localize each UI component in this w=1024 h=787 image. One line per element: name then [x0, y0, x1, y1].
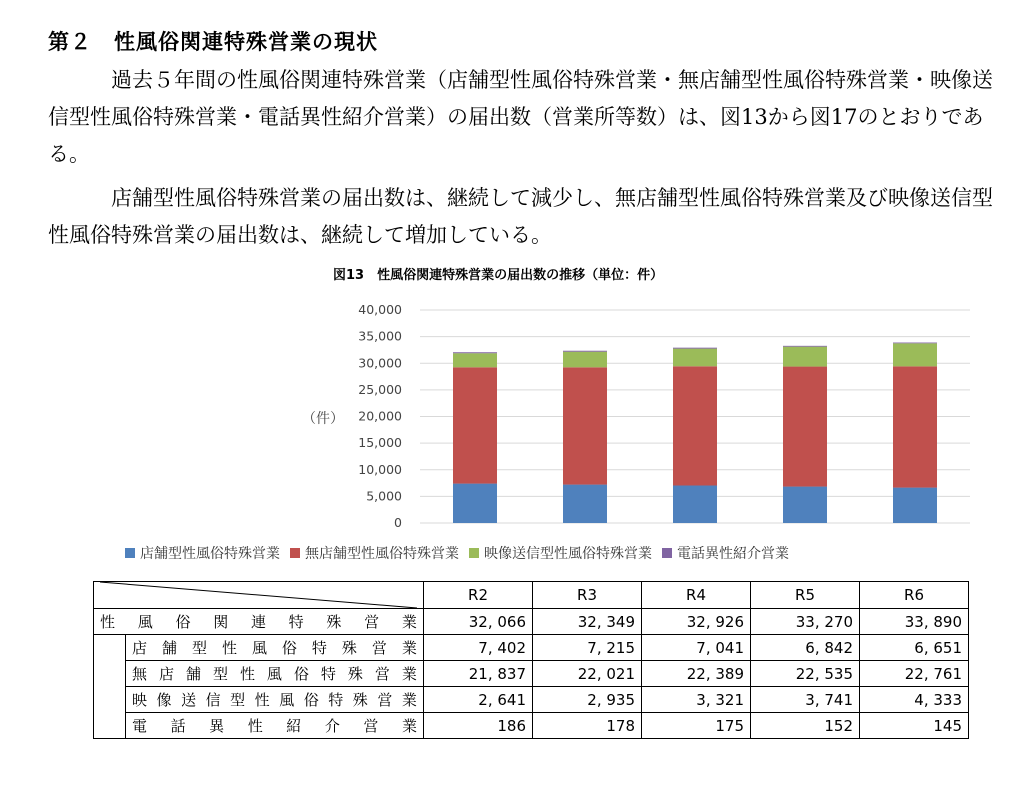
- y-tick-label: 0: [394, 515, 402, 530]
- table-cell: 178: [533, 713, 642, 739]
- table-cell: 7, 402: [424, 635, 533, 661]
- table-cell: 145: [860, 713, 969, 739]
- table-corner-cell: [94, 582, 424, 609]
- table-cell: 6, 651: [860, 635, 969, 661]
- bar-segment: [563, 485, 607, 523]
- table-cell: 32, 349: [533, 609, 642, 635]
- y-tick-label: 15,000: [358, 435, 402, 451]
- row-indent: [94, 635, 126, 661]
- bar-segment: [453, 367, 497, 483]
- bar-segment: [673, 348, 717, 349]
- bar-segment: [783, 487, 827, 523]
- legend-swatch: [662, 548, 672, 558]
- legend-swatch: [469, 548, 479, 558]
- y-tick-label: 40,000: [358, 302, 402, 317]
- table-header-row: [94, 582, 969, 609]
- table-cell: 4, 333: [860, 687, 969, 713]
- paragraph-1: 過去５年間の性風俗関連特殊営業（店舗型性風俗特殊営業・無店舗型性風俗特殊営業・映像送信型性風俗特殊営業・電話異性紹介営業）の届出数（営業所等数）は、図13から図17のとおりである。: [48, 68, 993, 166]
- stacked-bar-chart: [280, 290, 980, 535]
- row-indent: [94, 661, 126, 687]
- column-header: R2: [424, 582, 533, 609]
- table-cell: 22, 021: [533, 661, 642, 687]
- legend-item: [125, 543, 280, 563]
- y-tick-label: 25,000: [358, 381, 402, 397]
- row-label: 性 風 俗 関 連 特 殊 営 業: [94, 609, 424, 635]
- y-tick-label: 30,000: [358, 355, 402, 371]
- table-row: [94, 635, 969, 661]
- legend-label: 無店舗型性風俗特殊営業: [305, 546, 459, 562]
- table-cell: 152: [751, 713, 860, 739]
- table-cell: 22, 389: [642, 661, 751, 687]
- bar-segment: [453, 353, 497, 367]
- y-tick-label: 10,000: [358, 461, 402, 477]
- row-label: 店 舗 型 性 風 俗 特 殊 営 業: [126, 635, 424, 661]
- table-cell: 33, 270: [751, 609, 860, 635]
- table-cell: 6, 842: [751, 635, 860, 661]
- legend-label: 電話異性紹介営業: [677, 546, 789, 562]
- bar-segment: [783, 347, 827, 367]
- column-header: R4: [642, 582, 751, 609]
- table-cell: 2, 641: [424, 687, 533, 713]
- bar-segment: [893, 366, 937, 487]
- table-row: [94, 609, 969, 635]
- row-indent: [94, 687, 126, 713]
- figure-title: 図13 性風俗関連特殊営業の届出数の推移（単位：件）: [333, 268, 664, 283]
- bar-segment: [453, 484, 497, 523]
- table-row: [94, 687, 969, 713]
- legend-swatch: [290, 548, 300, 558]
- bar-segment: [893, 488, 937, 523]
- bar-segment: [893, 343, 937, 344]
- bar-segment: [893, 343, 937, 366]
- legend-item: [662, 543, 789, 563]
- table-cell: 22, 535: [751, 661, 860, 687]
- table-row: [94, 661, 969, 687]
- bar-segment: [783, 367, 827, 487]
- section-heading: 第２ 性風俗関連特殊営業の現状: [48, 30, 378, 54]
- bar-segment: [673, 486, 717, 523]
- table-row: [94, 713, 969, 739]
- bar-segment: [783, 346, 827, 347]
- table-cell: 7, 215: [533, 635, 642, 661]
- y-tick-label: 20,000: [358, 408, 402, 424]
- legend-swatch: [125, 548, 135, 558]
- bar-segment: [453, 352, 497, 353]
- bar-segment: [673, 349, 717, 367]
- table-cell: 3, 321: [642, 687, 751, 713]
- data-table: [93, 581, 969, 739]
- row-label: 映 像 送 信 型 性 風 俗 特 殊 営 業: [126, 687, 424, 713]
- y-tick-label: 5,000: [366, 488, 402, 504]
- table-cell: 2, 935: [533, 687, 642, 713]
- paragraph-2: 店舗型性風俗特殊営業の届出数は、継続して減少し、無店舗型性風俗特殊営業及び映像送信型性風俗特殊営業の届出数は、継続して増加している。: [48, 186, 993, 247]
- bar-segment: [563, 351, 607, 352]
- y-tick-label: 35,000: [358, 328, 402, 344]
- table-cell: 7, 041: [642, 635, 751, 661]
- y-axis-label: （件）: [302, 411, 344, 427]
- table-cell: 32, 066: [424, 609, 533, 635]
- table-cell: 22, 761: [860, 661, 969, 687]
- legend-label: 映像送信型性風俗特殊営業: [484, 546, 652, 562]
- legend-item: [290, 543, 459, 563]
- legend-label: 店舗型性風俗特殊営業: [140, 546, 280, 562]
- row-label: 電 話 異 性 紹 介 営 業: [126, 713, 424, 739]
- column-header: R6: [860, 582, 969, 609]
- bar-segment: [673, 366, 717, 485]
- row-indent: [94, 713, 126, 739]
- table-cell: 186: [424, 713, 533, 739]
- table-cell: 32, 926: [642, 609, 751, 635]
- bar-segment: [563, 352, 607, 368]
- row-label: 無 店 舗 型 性 風 俗 特 殊 営 業: [126, 661, 424, 687]
- chart-legend: [125, 543, 789, 563]
- column-header: R3: [533, 582, 642, 609]
- bar-segment: [563, 367, 607, 484]
- table-cell: 175: [642, 713, 751, 739]
- table-cell: 3, 741: [751, 687, 860, 713]
- column-header: R5: [751, 582, 860, 609]
- table-cell: 33, 890: [860, 609, 969, 635]
- table-cell: 21, 837: [424, 661, 533, 687]
- legend-item: [469, 543, 652, 563]
